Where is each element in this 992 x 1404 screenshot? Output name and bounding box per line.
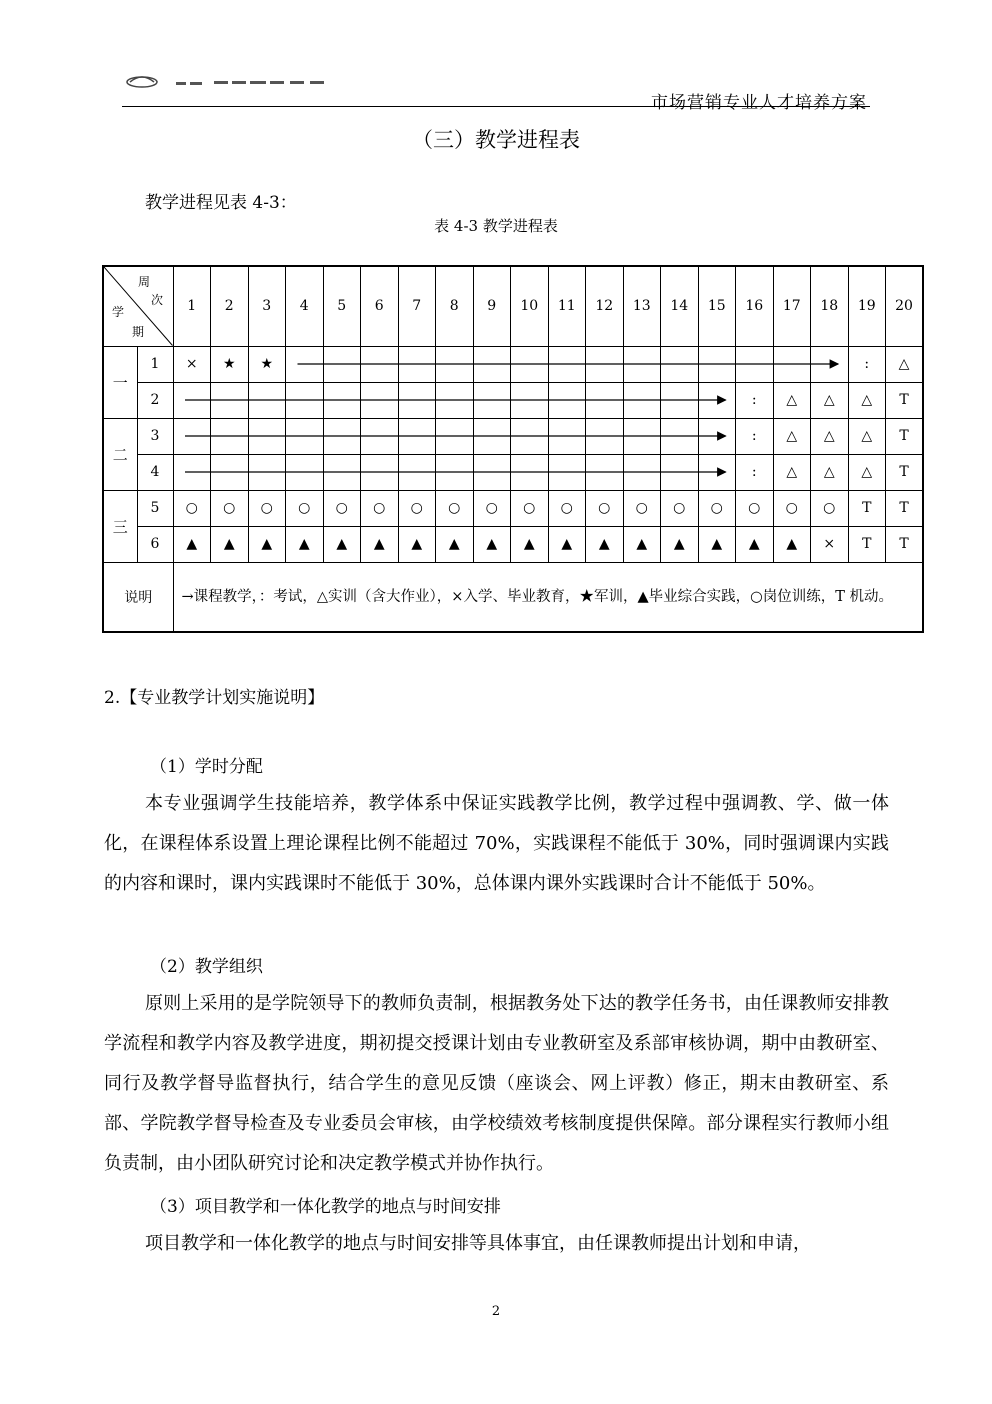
college-logo <box>124 72 344 88</box>
corner-week: 周 <box>138 275 151 289</box>
schedule-cell: ○ <box>548 490 586 526</box>
semester-row <box>103 454 923 490</box>
schedule-cell: T <box>886 526 924 562</box>
schedule-cell <box>361 454 399 490</box>
semester-number: 6 <box>137 526 173 562</box>
schedule-cell <box>811 346 849 382</box>
schedule-cell <box>398 454 436 490</box>
subheading-organization: （2）教学组织 <box>150 957 263 977</box>
schedule-cell <box>361 346 399 382</box>
schedule-cell <box>323 454 361 490</box>
schedule-cell <box>698 418 736 454</box>
semester-row <box>103 418 923 454</box>
schedule-cell: : <box>848 346 886 382</box>
schedule-cell <box>661 454 699 490</box>
semester-row <box>103 526 923 562</box>
week-header-11: 11 <box>548 266 586 346</box>
schedule-cell <box>736 346 774 382</box>
schedule-cell: : <box>736 382 774 418</box>
week-header-19: 19 <box>848 266 886 346</box>
schedule-cell <box>548 454 586 490</box>
teaching-progress-table <box>102 265 924 633</box>
year-cell: 三 <box>103 490 137 562</box>
table-header-row <box>103 266 923 346</box>
schedule-cell: × <box>173 346 211 382</box>
schedule-cell <box>586 418 624 454</box>
header-title: 市场营销专业人才培养方案 <box>651 93 867 113</box>
schedule-cell: T <box>848 526 886 562</box>
schedule-cell: ▲ <box>773 526 811 562</box>
schedule-cell: : <box>736 454 774 490</box>
schedule-cell: ▲ <box>323 526 361 562</box>
schedule-cell: ★ <box>248 346 286 382</box>
schedule-cell: ▲ <box>661 526 699 562</box>
schedule-cell <box>211 418 249 454</box>
subheading-schedule: （3）项目教学和一体化教学的地点与时间安排 <box>150 1197 501 1217</box>
schedule-cell <box>211 382 249 418</box>
schedule-cell: ○ <box>248 490 286 526</box>
schedule-cell <box>473 418 511 454</box>
schedule-cell <box>173 454 211 490</box>
schedule-cell: △ <box>773 382 811 418</box>
schedule-cell: △ <box>811 382 849 418</box>
schedule-cell <box>286 382 324 418</box>
corner-qi: 期 <box>132 325 145 339</box>
schedule-cell: ○ <box>436 490 474 526</box>
corner-xue: 学 <box>112 305 125 319</box>
week-header-16: 16 <box>736 266 774 346</box>
schedule-cell <box>323 418 361 454</box>
schedule-cell: △ <box>848 418 886 454</box>
schedule-cell: △ <box>773 418 811 454</box>
schedule-cell: ○ <box>398 490 436 526</box>
schedule-cell <box>398 346 436 382</box>
week-header-1: 1 <box>173 266 211 346</box>
schedule-cell <box>473 454 511 490</box>
year-cell: 二 <box>103 418 137 490</box>
week-header-10: 10 <box>511 266 549 346</box>
schedule-cell <box>286 418 324 454</box>
schedule-cell <box>548 418 586 454</box>
schedule-cell: △ <box>848 454 886 490</box>
schedule-cell <box>436 346 474 382</box>
table-caption: 表 4-3 教学进程表 <box>434 217 558 235</box>
year-cell: 一 <box>103 346 137 418</box>
header-rule <box>122 106 870 107</box>
schedule-cell: ○ <box>361 490 399 526</box>
schedule-cell: T <box>848 490 886 526</box>
paragraph-organization: 原则上采用的是学院领导下的教师负责制，根据教务处下达的教学任务书，由任课教师安排教学流程和教学内容及教学进度，期初提交授课计划由专业教研室及系部审核协调，期中由教研室、同行及教学督导监督执行，结合学生的意见反馈（座谈会、网上评教）修正，期末由教研室、系部、学院教学督导检查及专业委员会审核，由学校绩效考核制度提供保障。部分课程实行教师小组负责制，由小团队研究讨论和决定教学模式并协作执行。 <box>104 993 889 1174</box>
note-row <box>103 562 923 632</box>
schedule-cell <box>623 454 661 490</box>
schedule-cell: ▲ <box>248 526 286 562</box>
schedule-cell: ○ <box>323 490 361 526</box>
schedule-cell: ○ <box>736 490 774 526</box>
week-header-2: 2 <box>211 266 249 346</box>
week-header-15: 15 <box>698 266 736 346</box>
semester-number: 3 <box>137 418 173 454</box>
schedule-cell <box>173 382 211 418</box>
schedule-cell: ○ <box>473 490 511 526</box>
schedule-cell: △ <box>773 454 811 490</box>
week-header-4: 4 <box>286 266 324 346</box>
schedule-cell: △ <box>848 382 886 418</box>
schedule-cell: ○ <box>511 490 549 526</box>
intro-text: 教学进程见表 4-3： <box>145 193 297 213</box>
paragraph-schedule: 项目教学和一体化教学的地点与时间安排等具体事宜，由任课教师提出计划和申请， <box>145 1233 811 1254</box>
schedule-cell: ○ <box>286 490 324 526</box>
note-label: 说明 <box>103 562 173 632</box>
schedule-cell: ▲ <box>398 526 436 562</box>
schedule-cell <box>361 418 399 454</box>
schedule-cell: ○ <box>773 490 811 526</box>
schedule-cell <box>211 454 249 490</box>
schedule-cell: ○ <box>698 490 736 526</box>
schedule-cell <box>398 418 436 454</box>
schedule-cell <box>173 418 211 454</box>
schedule-cell: ▲ <box>361 526 399 562</box>
schedule-cell: ▲ <box>548 526 586 562</box>
semester-number: 5 <box>137 490 173 526</box>
schedule-cell: ▲ <box>736 526 774 562</box>
schedule-cell <box>248 418 286 454</box>
schedule-cell <box>623 346 661 382</box>
week-header-14: 14 <box>661 266 699 346</box>
schedule-cell <box>698 382 736 418</box>
schedule-cell <box>473 382 511 418</box>
schedule-cell <box>286 346 324 382</box>
schedule-cell: T <box>886 454 924 490</box>
schedule-cell: △ <box>811 454 849 490</box>
schedule-cell: ▲ <box>511 526 549 562</box>
schedule-cell: ○ <box>586 490 624 526</box>
schedule-cell: △ <box>886 346 924 382</box>
schedule-cell: × <box>811 526 849 562</box>
schedule-cell <box>511 454 549 490</box>
schedule-cell <box>473 346 511 382</box>
schedule-cell: ○ <box>623 490 661 526</box>
schedule-cell: ▲ <box>473 526 511 562</box>
schedule-cell <box>398 382 436 418</box>
note-text: →课程教学，：考试，△实训（含大作业），×入学、毕业教育，★军训，▲毕业综合实践，○岗位训练，T 机动。 <box>173 562 923 632</box>
schedule-cell: T <box>886 418 924 454</box>
schedule-cell: ★ <box>211 346 249 382</box>
week-header-7: 7 <box>398 266 436 346</box>
schedule-cell: ▲ <box>173 526 211 562</box>
week-header-9: 9 <box>473 266 511 346</box>
schedule-cell: : <box>736 418 774 454</box>
schedule-cell <box>511 418 549 454</box>
subheading-hours: （1）学时分配 <box>150 757 263 777</box>
schedule-cell <box>248 454 286 490</box>
schedule-cell <box>361 382 399 418</box>
schedule-cell <box>548 346 586 382</box>
semester-row <box>103 382 923 418</box>
schedule-cell: ▲ <box>436 526 474 562</box>
section-title: （三）教学进程表 <box>412 128 580 152</box>
schedule-cell <box>286 454 324 490</box>
week-header-8: 8 <box>436 266 474 346</box>
paragraph-hours: 本专业强调学生技能培养，教学体系中保证实践教学比例，教学过程中强调教、学、做一体化，在课程体系设置上理论课程比例不能超过 70%，实践课程不能低于 30%，同时强调课内实践的内容和课时，课内实践课时不能低于 30%，总体课内课外实践课时合计不能低于 50%。 <box>104 793 889 894</box>
week-header-17: 17 <box>773 266 811 346</box>
schedule-cell <box>511 382 549 418</box>
schedule-cell: △ <box>811 418 849 454</box>
schedule-cell <box>586 346 624 382</box>
schedule-cell <box>661 346 699 382</box>
schedule-cell <box>623 418 661 454</box>
week-header-3: 3 <box>248 266 286 346</box>
schedule-cell: ○ <box>811 490 849 526</box>
schedule-cell <box>436 454 474 490</box>
schedule-cell <box>661 382 699 418</box>
semester-row <box>103 346 923 382</box>
week-header-13: 13 <box>623 266 661 346</box>
schedule-cell: ○ <box>211 490 249 526</box>
schedule-cell <box>773 346 811 382</box>
schedule-cell: ○ <box>173 490 211 526</box>
week-header-5: 5 <box>323 266 361 346</box>
schedule-cell <box>698 346 736 382</box>
page-number: 2 <box>491 1304 501 1319</box>
semester-number: 1 <box>137 346 173 382</box>
schedule-cell <box>436 382 474 418</box>
schedule-cell <box>248 382 286 418</box>
semester-number: 2 <box>137 382 173 418</box>
schedule-cell: T <box>886 382 924 418</box>
week-header-18: 18 <box>811 266 849 346</box>
section2-heading: 2.【专业教学计划实施说明】 <box>104 688 325 708</box>
schedule-cell <box>586 382 624 418</box>
schedule-cell <box>586 454 624 490</box>
schedule-cell: ▲ <box>586 526 624 562</box>
schedule-cell <box>548 382 586 418</box>
semester-row <box>103 490 923 526</box>
schedule-cell <box>511 346 549 382</box>
schedule-cell: ▲ <box>286 526 324 562</box>
schedule-cell <box>323 346 361 382</box>
schedule-cell: ▲ <box>211 526 249 562</box>
schedule-cell <box>323 382 361 418</box>
schedule-cell: T <box>886 490 924 526</box>
schedule-cell <box>661 418 699 454</box>
schedule-cell: ▲ <box>623 526 661 562</box>
schedule-cell: ▲ <box>698 526 736 562</box>
week-header-6: 6 <box>361 266 399 346</box>
week-header-20: 20 <box>886 266 924 346</box>
semester-number: 4 <box>137 454 173 490</box>
corner-ci: 次 <box>151 293 164 307</box>
schedule-cell <box>698 454 736 490</box>
schedule-cell: ○ <box>661 490 699 526</box>
schedule-cell <box>436 418 474 454</box>
schedule-cell <box>623 382 661 418</box>
corner-cell <box>103 266 173 346</box>
week-header-12: 12 <box>586 266 624 346</box>
